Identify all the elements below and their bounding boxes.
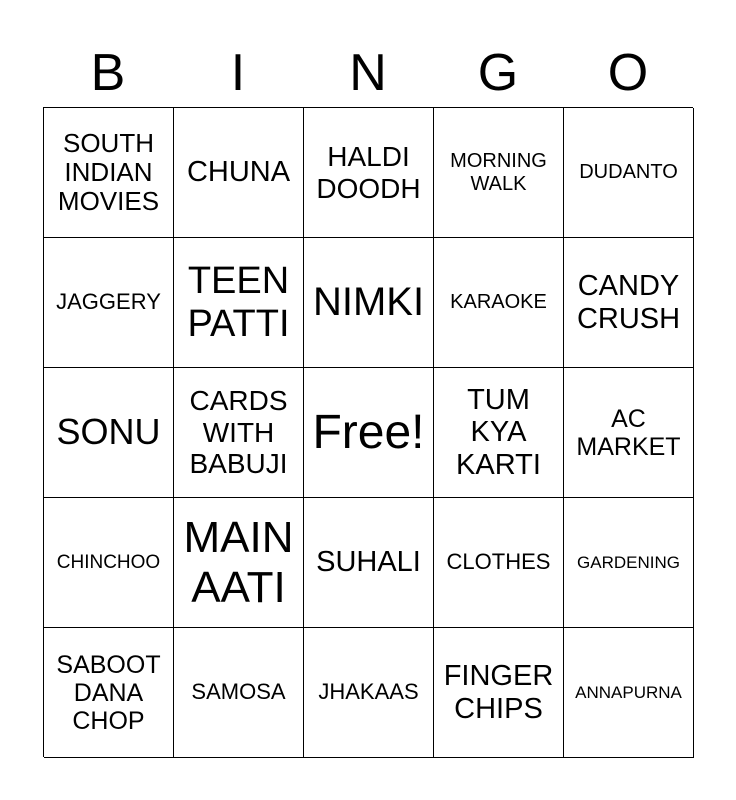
- cell-text: MORNING WALK: [450, 150, 547, 195]
- cell-text: KARAOKE: [450, 291, 547, 314]
- cell-text: SONU: [56, 411, 161, 453]
- bingo-header: [43, 40, 693, 106]
- bingo-cell-r2-c1[interactable]: [174, 368, 304, 498]
- cell-text: ANNAPURNA: [575, 682, 682, 702]
- bingo-cell-r2-c0[interactable]: [44, 368, 174, 498]
- cell-text: SOUTH INDIAN MOVIES: [57, 127, 160, 217]
- bingo-grid: [43, 107, 693, 757]
- header-letter-n: N: [349, 44, 387, 102]
- bingo-cell-r3-c4[interactable]: [564, 498, 694, 628]
- free-space-text: Free!: [312, 405, 425, 459]
- bingo-cell-r0-c2[interactable]: [304, 108, 434, 238]
- bingo-cell-r3-c2[interactable]: [304, 498, 434, 628]
- bingo-cell-r0-c1[interactable]: [174, 108, 304, 238]
- cell-text: AC MARKET: [576, 404, 681, 461]
- header-letter-b: B: [90, 44, 126, 102]
- bingo-cell-r0-c0[interactable]: [44, 108, 174, 238]
- cell-text: TUM KYA KARTI: [456, 383, 541, 481]
- cell-text: SABOOT DANA CHOP: [56, 650, 161, 735]
- cell-text: FINGER CHIPS: [443, 660, 554, 725]
- header-letter-o: O: [607, 44, 649, 102]
- cell-text: CARDS WITH BABUJI: [189, 385, 288, 480]
- cell-text: SAMOSA: [191, 679, 286, 705]
- cell-text: JHAKAAS: [318, 679, 419, 705]
- cell-text: NIMKI: [312, 280, 425, 325]
- bingo-cell-r3-c0[interactable]: [44, 498, 174, 628]
- cell-text: GARDENING: [577, 552, 680, 572]
- cell-text: JAGGERY: [56, 289, 161, 315]
- bingo-cell-r1-c4[interactable]: [564, 238, 694, 368]
- bingo-cell-r1-c0[interactable]: [44, 238, 174, 368]
- cell-text: HALDI DOODH: [316, 141, 421, 204]
- bingo-cell-r4-c4[interactable]: [564, 628, 694, 758]
- bingo-cell-r1-c3[interactable]: [434, 238, 564, 368]
- bingo-cell-r4-c1[interactable]: [174, 628, 304, 758]
- header-letter-i: I: [230, 44, 246, 102]
- bingo-cell-r3-c1[interactable]: [174, 498, 304, 628]
- cell-text: MAIN AATI: [183, 513, 294, 612]
- bingo-cell-r2-c4[interactable]: [564, 368, 694, 498]
- bingo-cell-r2-c3[interactable]: [434, 368, 564, 498]
- header-letter-g: G: [477, 44, 519, 102]
- bingo-cell-r3-c3[interactable]: [434, 498, 564, 628]
- bingo-cell-r0-c4[interactable]: [564, 108, 694, 238]
- cell-text: SUHALI: [316, 546, 421, 579]
- bingo-cell-r1-c2[interactable]: [304, 238, 434, 368]
- bingo-cell-r4-c2[interactable]: [304, 628, 434, 758]
- bingo-cell-r0-c3[interactable]: [434, 108, 564, 238]
- bingo-cell-r1-c1[interactable]: [174, 238, 304, 368]
- cell-text: CHINCHOO: [56, 551, 161, 573]
- cell-text: TEEN PATTI: [187, 259, 290, 345]
- bingo-cell-r4-c0[interactable]: [44, 628, 174, 758]
- bingo-cell-r2-c2 free-space[interactable]: [304, 368, 434, 498]
- bingo-cell-r4-c3[interactable]: [434, 628, 564, 758]
- cell-text: CHUNA: [186, 156, 291, 189]
- cell-text: CANDY CRUSH: [576, 270, 681, 335]
- cell-text: DUDANTO: [579, 161, 678, 184]
- cell-text: CLOTHES: [446, 549, 551, 575]
